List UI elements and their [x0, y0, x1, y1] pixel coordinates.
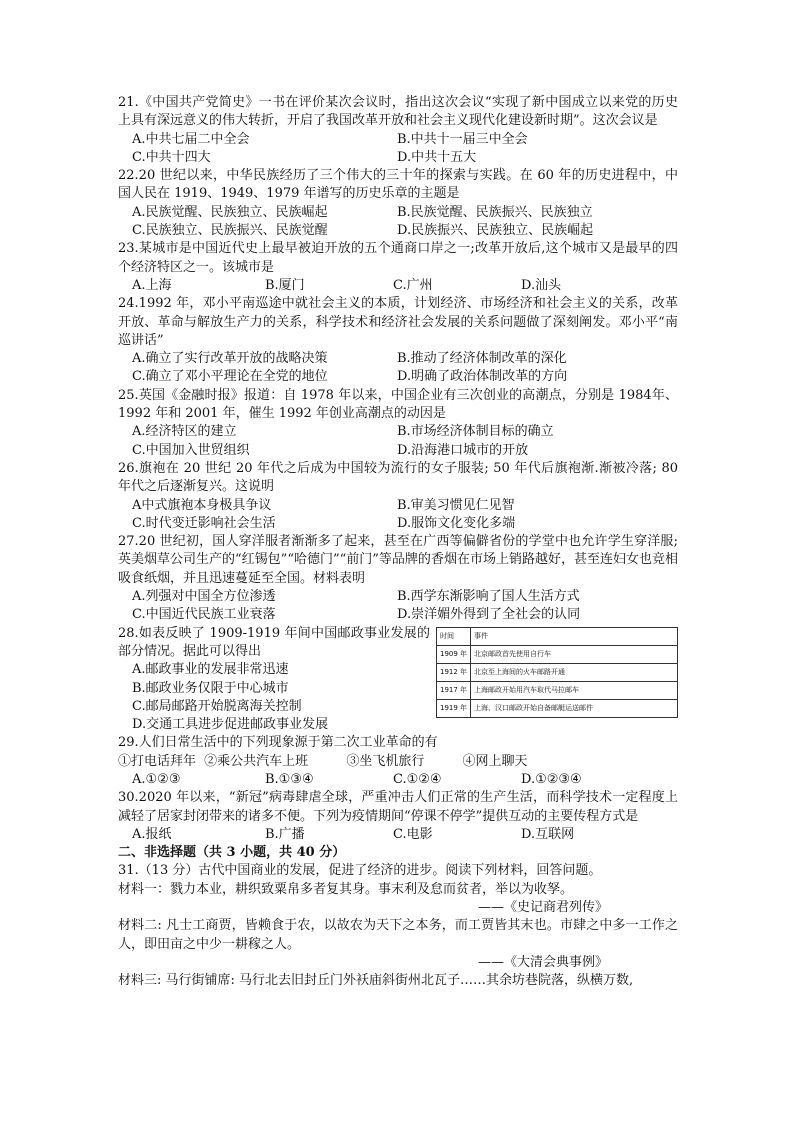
q23-option-b[interactable]: B.厦门: [265, 277, 305, 293]
q23-option-a[interactable]: A.上海: [132, 277, 172, 293]
postal-event: 北京邮政首先使用自行车: [471, 645, 678, 663]
postal-event: 北京至上海间的火车邮路开通: [471, 663, 678, 681]
q21-option-a[interactable]: A.中共七届二中全会: [132, 131, 250, 147]
q31-stem: 31.（13 分）古代中国商业的发展，促进了经济的进步。阅读下列材料，回答问题。: [118, 863, 602, 879]
q25-stem: 25.英国《金融时报》报道：自 1978 年以来，中国企业有三次创业的高潮点，分别是 1984年、1992 年和 2001 年，催生 1992 年创业高潮点的动因是: [118, 387, 678, 422]
q29-item-2: ②乘公共汽车上班: [204, 753, 309, 769]
q29-option-d[interactable]: D.①②③④: [521, 771, 582, 787]
q30-stem: 30.2020 年以来，“新冠”病毒肆虐全球，严重冲击人们正常的生产生活，而科学技术一定程度上减轻了居家封闭带来的诸多不便。下列为疫情期间“停课不停学”提供互动的主要传程方式是: [118, 790, 678, 824]
q27-option-c[interactable]: C.中国近代民族工业衰落: [132, 607, 276, 623]
q27-option-b[interactable]: B.西学东渐影响了国人生活方式: [397, 589, 580, 605]
q27-option-d[interactable]: D.崇洋媚外得到了全社会的认同: [397, 607, 581, 623]
table-row: [437, 699, 678, 717]
postal-table-header: [437, 627, 678, 645]
q22-option-c[interactable]: C.民族独立、民族振兴、民族觉醒: [132, 223, 328, 239]
q24-option-d[interactable]: D.明确了政治体制改革的方向: [397, 369, 568, 385]
q22-option-d[interactable]: D.民族振兴、民族独立、民族崛起: [397, 223, 594, 239]
section2-heading: 二、非选择题（共 3 小题，共 40 分）: [118, 845, 346, 861]
q25-option-b[interactable]: B.市场经济体制目标的确立: [397, 424, 554, 440]
q23-option-d[interactable]: D.汕头: [521, 277, 562, 293]
q28-option-c[interactable]: C.邮局邮路开始脱离海关控制: [132, 698, 302, 714]
q28-option-a[interactable]: A.邮政事业的发展非常迅速: [132, 662, 289, 678]
q29-item-1: ①打电话拜年: [118, 753, 197, 769]
q28-option-b[interactable]: B.邮政业务仅限于中心城市: [132, 680, 289, 696]
q23-stem: 23.某城市是中国近代史上最早被迫开放的五个通商口岸之一;改革开放后,这个城市又是最早的四个经济特区之一。该城市是: [118, 241, 678, 275]
postal-table-header-event: 事件: [471, 627, 678, 645]
q29-item-3: ③坐飞机旅行: [346, 753, 425, 769]
q30-option-c[interactable]: C.电影: [393, 826, 433, 842]
q26-option-a[interactable]: A中式旗袍本身极具争议: [132, 497, 272, 513]
q29-option-a[interactable]: A.①②③: [132, 771, 181, 787]
table-row: [437, 645, 678, 663]
exam-page: [118, 94, 678, 991]
q29-option-b[interactable]: B.①③④: [265, 771, 314, 787]
q21-option-c[interactable]: C.中共十四大: [132, 149, 211, 165]
postal-table-header-time: 时间: [437, 627, 471, 645]
q31-material-1: 材料一：戮力本业，耕织致粟帛多者复其身。事末利及怠而贫者，举以为收孥。: [118, 881, 574, 897]
q30-option-a[interactable]: A.报纸: [132, 826, 172, 842]
q21-option-d[interactable]: D.中共十五大: [397, 149, 477, 165]
q31-material-3: 材料三: 马行街铺席: 马行北去旧封丘门外袄庙斜街州北瓦子……其余坊巷院落，纵横万数,: [118, 973, 634, 989]
q31-material-1-source: ——《史记商君列传》: [477, 900, 608, 916]
q27-options: [132, 588, 678, 625]
q29-option-c[interactable]: C.①②④: [393, 771, 442, 787]
q24-option-b[interactable]: B.推动了经济体制改革的深化: [397, 351, 567, 367]
q22-options: [132, 204, 678, 241]
postal-year: 1909 年: [437, 645, 471, 663]
q25-option-c[interactable]: C.中国加入世贸组织: [132, 442, 250, 458]
q31-material-2-source: ——《大清会典事例》: [477, 954, 608, 970]
q23-option-c[interactable]: C.广州: [393, 277, 433, 293]
q21-options: [132, 131, 678, 168]
q24-options: [132, 350, 678, 387]
q28-options: [132, 661, 430, 734]
q28-block: [118, 625, 678, 735]
q30-option-b[interactable]: B.广播: [265, 826, 305, 842]
q25-options: [132, 423, 678, 460]
q29-item-4: ④网上聊天: [462, 753, 528, 769]
q27-option-a[interactable]: A.列强对中国全方位渗透: [132, 589, 276, 605]
q26-option-c[interactable]: C.时代变迁影响社会生活: [132, 515, 276, 531]
q25-option-d[interactable]: D.沿海港口城市的开放: [397, 442, 529, 458]
q30-option-d[interactable]: D.互联网: [521, 826, 575, 842]
postal-year: 1917 年: [437, 681, 471, 699]
q29-options: [132, 771, 678, 789]
postal-year: 1912 年: [437, 663, 471, 681]
q29-items: [118, 753, 678, 771]
q30-options: [132, 826, 678, 844]
q26-option-b[interactable]: B.审美习惯见仁见智: [397, 497, 515, 513]
q25-option-a[interactable]: A.经济特区的建立: [132, 424, 237, 440]
q22-option-b[interactable]: B.民族觉醒、民族振兴、民族独立: [397, 204, 593, 220]
q21-option-b[interactable]: B.中共十一届三中全会: [397, 131, 528, 147]
q29-stem: 29.人们日常生活中的下列现象源于第二次工业革命的有: [118, 735, 438, 751]
postal-event: 上海邮政开始用汽车取代马拉邮车: [471, 681, 678, 699]
q24-option-c[interactable]: C.确立了邓小平理论在全党的地位: [132, 369, 328, 385]
q22-stem: 22.20 世纪以来，中华民族经历了三个伟大的三十年的探索与实践。在 60 年的历史进程中，中国人民在 1919、1949、1979 年谱写的历史乐章的主题是: [118, 168, 678, 202]
postal-event: 上海、汉口邮政开始自备邮艇运送邮件: [471, 699, 678, 717]
q24-option-a[interactable]: A.确立了实行改革开放的战略决策: [132, 351, 328, 367]
q24-stem: 24.1992 年，邓小平南巡途中就社会主义的本质，计划经济、市场经济和社会主义的关系，改革开放、革命与解放生产力的关系，科学技术和经济社会发展的关系问题做了深刻阐发。邓小平“南巡讲话”: [118, 296, 678, 348]
q26-option-d[interactable]: D.服饰文化变化多端: [397, 515, 516, 531]
q22-option-a[interactable]: A.民族觉醒、民族独立、民族崛起: [132, 204, 328, 220]
q28-option-d[interactable]: D.交通工具进步促进邮政事业发展: [132, 717, 329, 733]
postal-table: [436, 627, 678, 718]
q21-stem: 21.《中国共产党简史》一书在评价某次会议时，指出这次会议“实现了新中国成立以来党的历史上具有深远意义的伟大转折，开启了我国改革开放和社会主义现代化建设新时期”。这次会议是: [118, 95, 678, 129]
q28-stem: 28.如表反映了 1909-1919 年间中国邮政事业发展的部分情况。据此可以得出: [118, 625, 430, 659]
postal-year: 1919 年: [437, 699, 471, 717]
q27-stem: 27.20 世纪初，国人穿洋服者渐渐多了起来，甚至在广西等偏僻省份的学堂中也允许学生穿洋服;英美烟草公司生产的“红锡包”“哈德门”“前门”等品牌的香烟在市场上销路越好，甚至连妇女也竞相吸食纸烟，并且迅速蔓延至全国。材料表明: [118, 534, 678, 586]
table-row: [437, 681, 678, 699]
q26-options: [132, 497, 678, 534]
q31-material-2: 材料二: 凡士工商贾，皆赖食于农，以故农为天下之本务，而工贾皆其末也。市肆之中多一工作之人，即田亩之中少一耕稼之人。: [118, 918, 678, 952]
q26-stem: 26.旗袍在 20 世纪 20 年代之后成为中国较为流行的女子服装; 50 年代后旗袍渐.渐被冷落; 80 年代之后逐渐复兴。这说明: [118, 460, 678, 495]
table-row: [437, 663, 678, 681]
q23-options: [132, 277, 678, 295]
